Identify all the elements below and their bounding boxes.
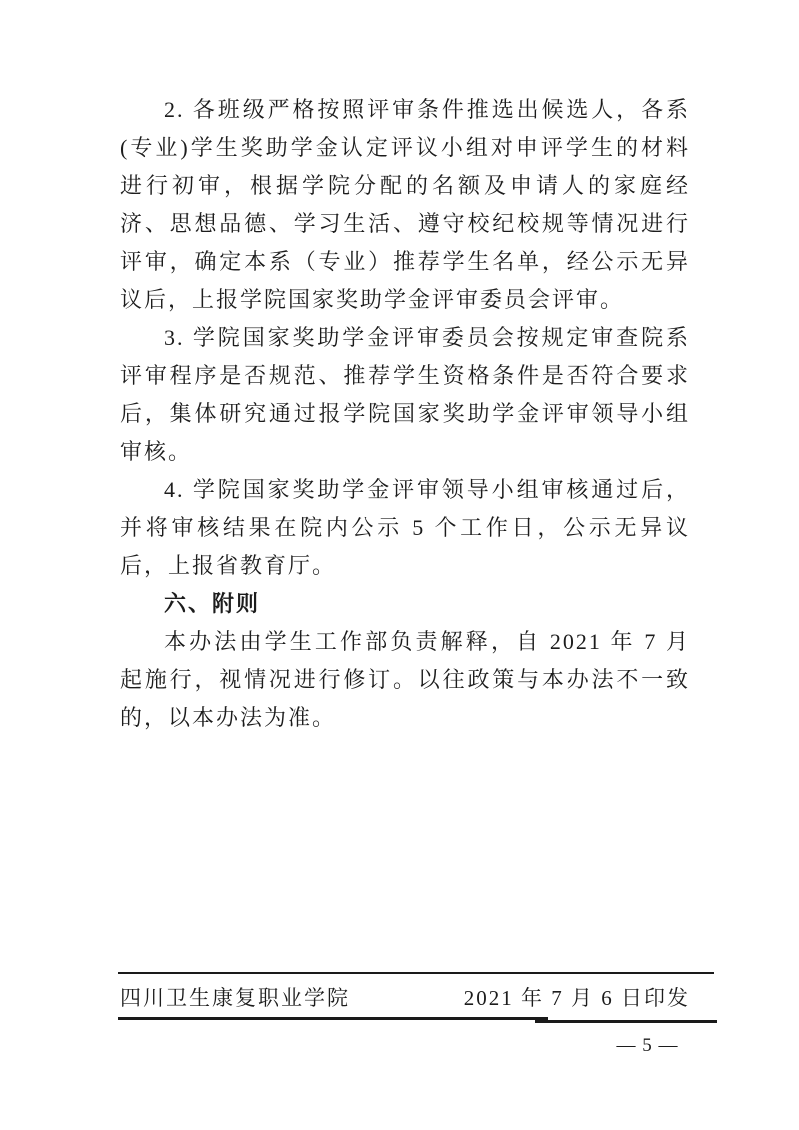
footer-rule-bottom-right (535, 1020, 717, 1023)
footer-row (120, 983, 690, 1013)
paragraph-closing: 本办法由学生工作部负责解释，自 2021 年 7 月起施行，视情况进行修订。以往政策与本办法不一致的，以本办法为准。 (120, 629, 690, 730)
document-body (120, 91, 690, 737)
section-heading-appendix: 六、附则 (164, 591, 261, 616)
paragraph-item-3: 3. 学院国家奖助学金评审委员会按规定审查院系评审程序是否规范、推荐学生资格条件是否符合要求后，集体研究通过报学院国家奖助学金评审领导小组审核。 (120, 325, 690, 464)
footer-issuer: 四川卫生康复职业学院 (120, 986, 350, 1010)
page-number: — 5 — (616, 1035, 679, 1056)
footer-issue-date: 2021 年 7 月 6 日印发 (463, 986, 690, 1010)
footer-rule-bottom-left (118, 1017, 548, 1020)
footer-rule-top (118, 972, 714, 974)
paragraph-item-4: 4. 学院国家奖助学金评审领导小组审核通过后，并将审核结果在院内公示 5 个工作日，公示无异议后，上报省教育厅。 (120, 477, 690, 578)
paragraph-item-2: 2. 各班级严格按照评审条件推选出候选人，各系(专业)学生奖助学金认定评议小组对申评学生的材料进行初审，根据学院分配的名额及申请人的家庭经济、思想品德、学习生活、遵守校纪校规等情况进行评审，确定本系（专业）推荐学生名单，经公示无异议后，上报学院国家奖助学金评审委员会评审。 (120, 97, 690, 312)
